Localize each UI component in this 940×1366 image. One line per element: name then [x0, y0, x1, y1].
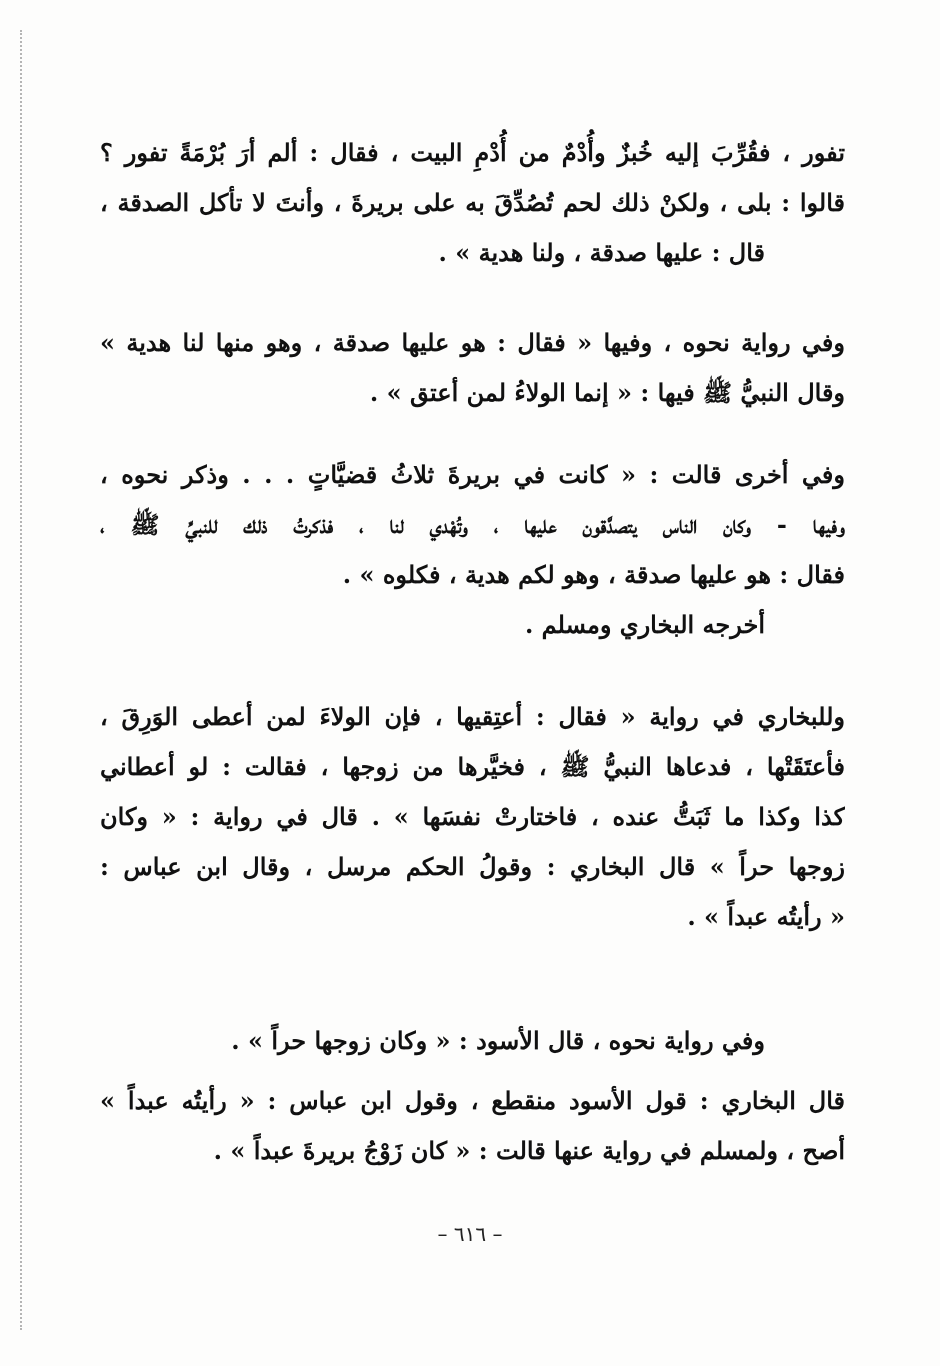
text-line: قالوا : بلى ، ولكنْ ذلك لحم تُصُدِّقَ به على بريرةَ ، وأنتَ لا تأكل الصدقة ، [100, 188, 845, 217]
paragraph-2 [100, 318, 845, 418]
text-line: « رأيتُه عبداً » . [687, 902, 845, 931]
text-line: وللبخاري في رواية « فقال : أعتِقيها ، فإن الولاءَ لمن أعطى الوَرِقَ ، [100, 702, 845, 731]
paragraph-5 [100, 1016, 845, 1066]
text-line: زوجها حراً » قال البخاري : وقولُ الحكم مرسل ، وقال ابن عباس : [100, 852, 845, 881]
page-number: – ٦١٦ – [437, 1222, 503, 1246]
paragraph-1 [100, 128, 845, 278]
text-line: تفور ، فقُرِّبَ إليه خُبزٌ وأُدْمٌ من أُدْمِ البيت ، فقال : ألم أرَ بُرْمَةً تفور ؟ [100, 138, 845, 167]
paragraph-4 [100, 692, 845, 942]
text-line: وفيها - وكان الناس يتصدَّقون عليها ، وتُهْدي لنا ، فذكرتُ ذلك للنبيِّ ﷺ ، [100, 510, 845, 539]
text-line: كذا وكذا ما ثَبَتُّ عنده ، فاختارتْ نفسَها » . قال في رواية : « وكان [100, 802, 845, 831]
text-line: وفي رواية نحوه ، قال الأسود : « وكان زوجها حراً » . [231, 1026, 765, 1055]
text-line: وقال النبيُّ ﷺ فيها : « إنما الولاءُ لمن أعتق » . [369, 378, 845, 407]
text-line: أصح ، ولمسلم في رواية عنها قالت : « كان زَوْجُ بريرةَ عبداً » . [213, 1136, 845, 1165]
source-citation: أخرجه البخاري ومسلم . [524, 610, 765, 639]
text-line: وفي رواية نحوه ، وفيها « فقال : هو عليها صدقة ، وهو منها لنا هدية » [100, 328, 845, 357]
margin-dotted-rule [20, 30, 22, 1330]
paragraph-6 [100, 1076, 845, 1176]
text-line: قال : عليها صدقة ، ولنا هدية » . [438, 238, 765, 267]
text-line: فقال : هو عليها صدقة ، وهو لكم هدية ، فكلوه » . [342, 560, 845, 589]
text-line: قال البخاري : قول الأسود منقطع ، وقول ابن عباس : « رأيتُه عبداً » [100, 1086, 845, 1115]
text-line: فأعتَقَتْها ، فدعاها النبيُّ ﷺ ، فخيَّرها من زوجها ، فقالت : لو أعطاني [100, 752, 845, 781]
text-line: وفي أخرى قالت : « كانت في بريرةَ ثلاثُ قضيَّاتٍ . . . وذكر نحوه ، [100, 460, 845, 489]
paragraph-3 [100, 450, 845, 650]
